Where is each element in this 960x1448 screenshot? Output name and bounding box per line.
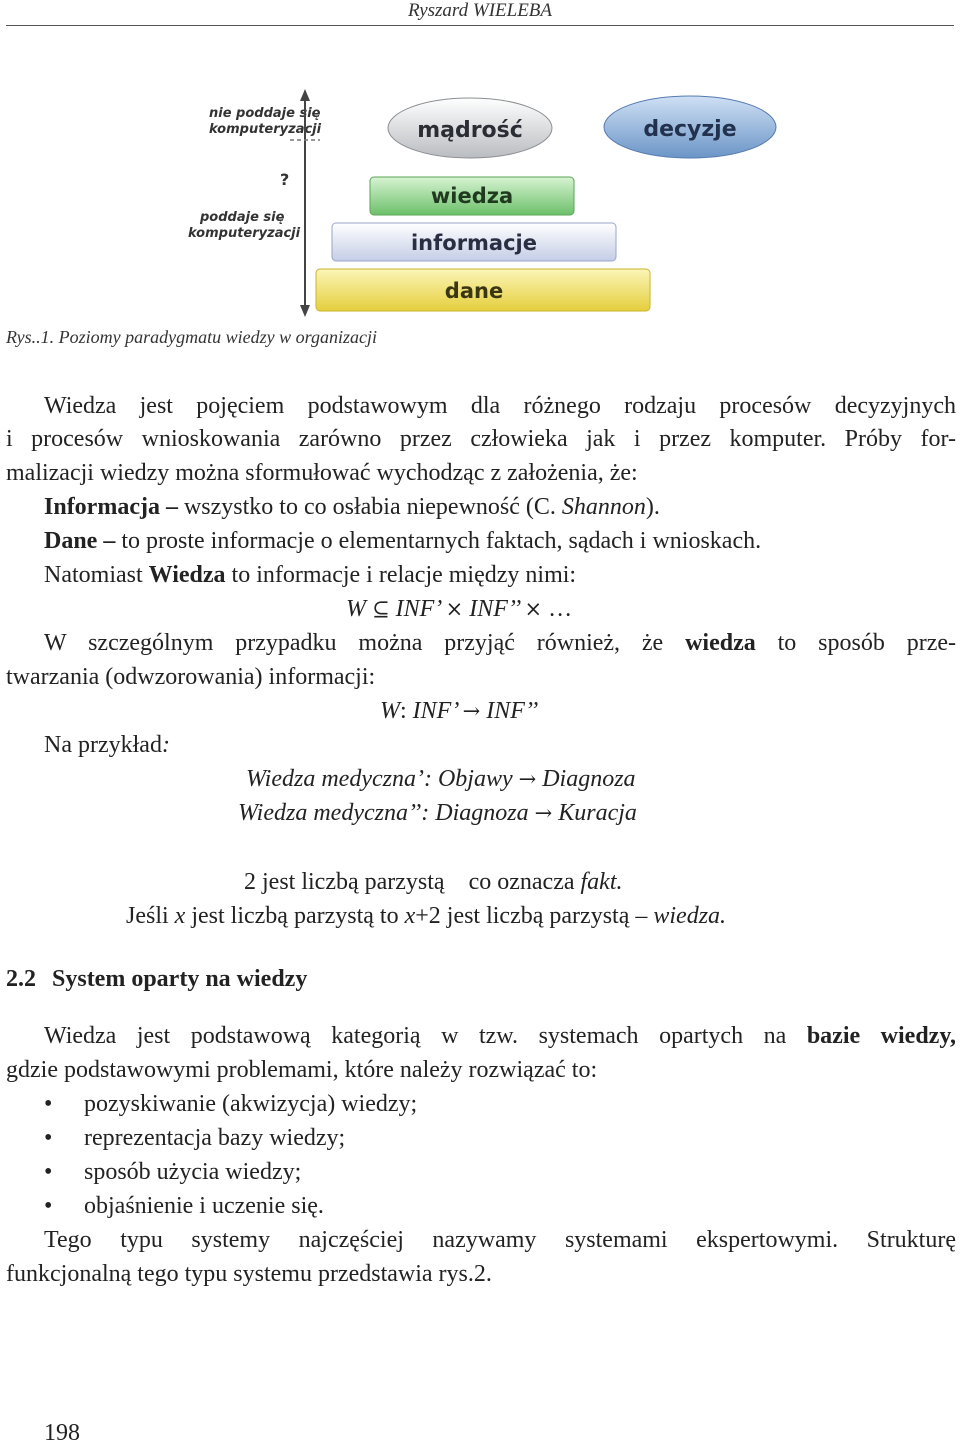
section-title: System oparty na wiedzy	[52, 966, 308, 992]
closing-line-1: Tego typu systemy najczęściej nazywamy systemami ekspertowymi. Strukturę	[44, 1227, 956, 1253]
fact-line: 2 jest liczbą parzystą co oznacza fakt.	[244, 869, 623, 895]
label-question-mark: ?	[280, 170, 290, 189]
section-heading	[6, 966, 307, 993]
figure-caption: Rys..1. Poziomy paradygmatu wiedzy w organizacji	[6, 327, 377, 347]
label-computerizable-2: komputeryzacji	[188, 226, 301, 241]
arrow-down-icon	[300, 305, 310, 317]
running-header: Ryszard WIELEBA	[407, 0, 553, 21]
intro-line-3: malizacji wiedzy można sformułować wychodząc z założenia, że:	[6, 460, 638, 486]
page-number: 198	[44, 1420, 80, 1446]
kb-line-1: Wiedza jest podstawową kategorią w tzw. systemach opartych na bazie wiedzy,	[44, 1023, 957, 1049]
bullet-icon: •	[44, 1125, 53, 1151]
list-item: • sposób użycia wiedzy;	[44, 1156, 301, 1189]
term-wiedza: Wiedza	[148, 562, 226, 588]
intro-line-1: Wiedza jest pojęciem podstawowym dla różnego rodzaju procesów decyzyjnych	[44, 393, 956, 419]
informacje-layer-label: informacje	[410, 231, 538, 255]
example-label: Na przykład:	[44, 732, 170, 758]
definition-dane: Dane – to proste informacje o elementarnych faktach, sądach i wnioskach.	[44, 528, 762, 554]
dane-layer-label: dane	[444, 279, 504, 303]
term-dane: Dane –	[44, 528, 116, 554]
knowledge-line: Jeśli x jest liczbą parzystą to x+2 jest liczbą parzystą – wiedza.	[126, 903, 727, 929]
definition-wiedza: Natomiast Wiedza to informacje i relacje między nimi:	[44, 562, 577, 588]
header-rule	[6, 25, 954, 26]
example-line-1: Wiedza medyczna’: Objawy → Diagnoza	[246, 766, 636, 792]
list-item: • objaśnienie i uczenie się.	[44, 1190, 324, 1223]
definition-informacja: Informacja – wszystko to co osłabia niepewność (C. Shannon).	[44, 494, 660, 520]
example-line-2: Wiedza medyczna’’: Diagnoza → Kuracja	[238, 800, 637, 826]
label-not-computerizable-1: nie poddaje się	[209, 106, 321, 121]
arrow-up-icon	[300, 89, 310, 101]
bullet-icon: •	[44, 1193, 53, 1219]
bullet-icon: •	[44, 1159, 53, 1185]
special-case-line-1: W szczególnym przypadku można przyjąć również, że wiedza to sposób prze-	[44, 630, 956, 656]
list-item: • pozyskiwanie (akwizycja) wiedzy;	[44, 1088, 417, 1121]
decyzje-label: decyzje	[643, 117, 737, 142]
list-item: • reprezentacja bazy wiedzy;	[44, 1122, 345, 1155]
special-case-line-2: twarzania (odwzorowania) informacji:	[6, 664, 376, 690]
intro-line-2: i procesów wnioskowania zarówno przez człowieka jak i przez komputer. Próby for-	[6, 426, 956, 452]
knowledge-pyramid-figure	[180, 85, 800, 320]
wiedza-layer-label: wiedza	[430, 184, 514, 208]
label-computerizable-1: poddaje się	[200, 210, 285, 225]
formula-knowledge-product: W ⊆ INF’ × INF’’ × …	[346, 596, 573, 622]
formula-knowledge-mapping: W: INF’ → INF’’	[380, 698, 539, 724]
section-number: 2.2	[6, 966, 36, 992]
madrosc-label: mądrość	[417, 118, 523, 143]
bullet-icon: •	[44, 1091, 53, 1117]
term-informacja: Informacja –	[44, 494, 178, 520]
closing-line-2: funkcjonalną tego typu systemu przedstawia rys.2.	[6, 1261, 492, 1287]
label-not-computerizable-2: komputeryzacji	[209, 122, 322, 137]
kb-line-2: gdzie podstawowymi problemami, które należy rozwiązać to:	[6, 1057, 598, 1083]
